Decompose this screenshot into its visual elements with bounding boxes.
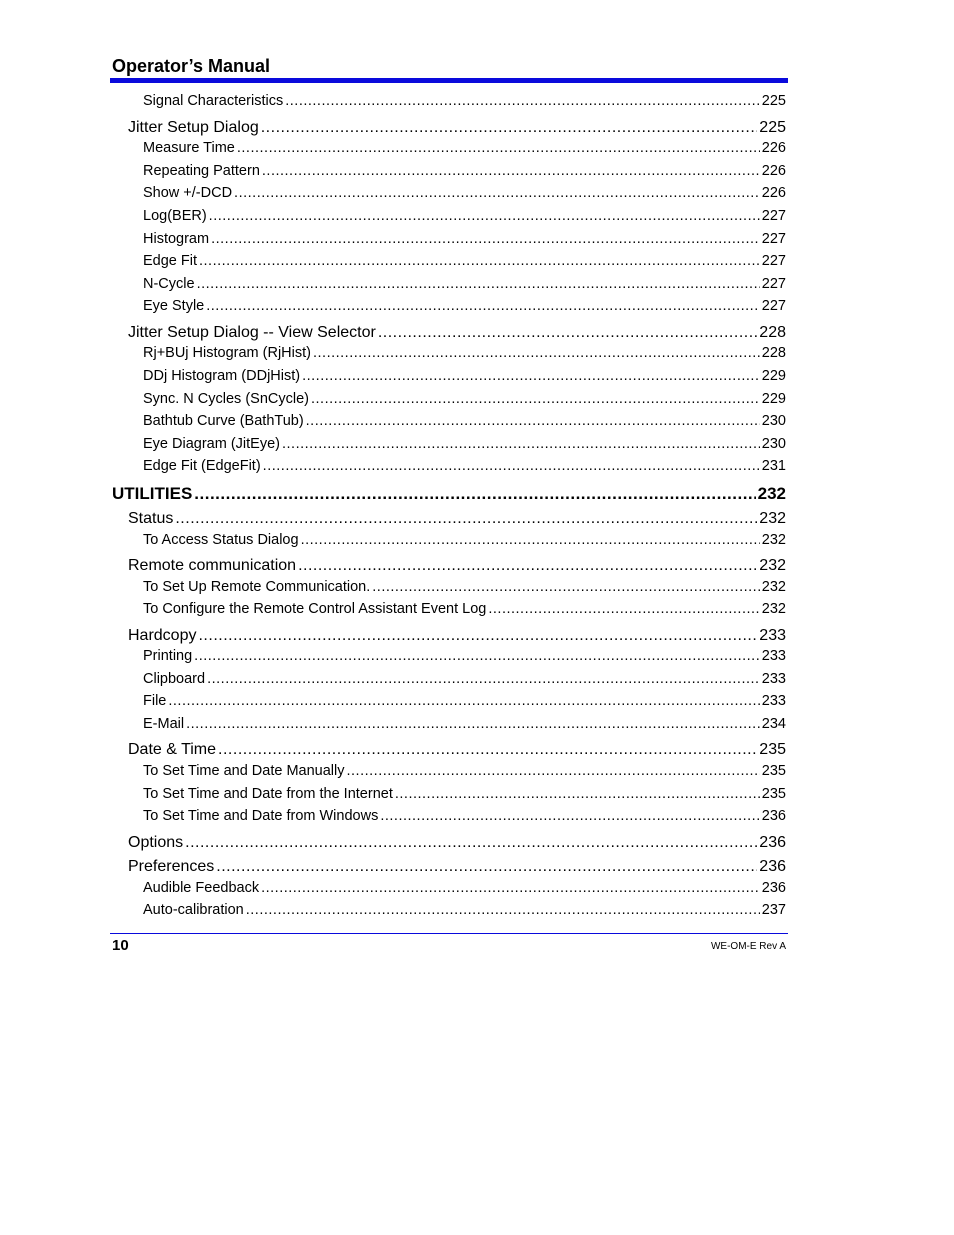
toc-entry-page: 233: [761, 671, 786, 687]
toc-dot-leader: [198, 627, 757, 645]
toc-entry[interactable]: [143, 648, 786, 664]
toc-entry-page: 229: [761, 391, 786, 407]
toc-entry[interactable]: [143, 808, 786, 824]
toc-dot-leader: [218, 741, 757, 759]
toc-dot-leader: [380, 808, 759, 824]
toc-entry-label: Date & Time: [128, 741, 217, 758]
toc-entry[interactable]: [143, 391, 786, 407]
toc-entry-label: Preferences: [128, 858, 215, 875]
toc-entry[interactable]: [143, 276, 786, 292]
toc-entry-label: Printing: [143, 648, 193, 664]
toc-dot-leader: [199, 253, 760, 269]
toc-dot-leader: [298, 557, 757, 575]
toc-entry-page: 227: [761, 231, 786, 247]
toc-entry[interactable]: [128, 557, 786, 575]
toc-entry-label: Eye Diagram (JitEye): [143, 436, 280, 452]
toc-entry[interactable]: [128, 510, 786, 528]
toc-entry-label: To Set Up Remote Communication.: [143, 579, 371, 595]
toc-entry-page: 229: [761, 368, 786, 384]
toc-entry-page: 234: [761, 716, 786, 732]
toc-entry-label: To Configure the Remote Control Assistant Event Log: [143, 601, 487, 617]
toc-entry[interactable]: [143, 208, 786, 224]
footer-rule: [110, 933, 788, 934]
toc-entry-label: Sync. N Cycles (SnCycle): [143, 391, 309, 407]
toc-entry[interactable]: [143, 298, 786, 314]
toc-dot-leader: [395, 786, 760, 802]
toc-dot-leader: [211, 231, 760, 247]
toc-dot-leader: [311, 391, 760, 407]
toc-entry-page: 233: [761, 693, 786, 709]
toc-entry-page: 232: [757, 484, 786, 503]
toc-dot-leader: [207, 671, 760, 687]
toc-dot-leader: [263, 458, 760, 474]
toc-entry-page: 226: [761, 163, 786, 179]
toc-entry[interactable]: [143, 185, 786, 201]
toc-entry-label: To Set Time and Date from Windows: [143, 808, 379, 824]
toc-dot-leader: [261, 880, 760, 896]
toc-entry-page: 235: [761, 786, 786, 802]
toc-entry-label: Show +/-DCD: [143, 185, 233, 201]
toc-entry-label: DDj Histogram (DDjHist): [143, 368, 301, 384]
toc-entry[interactable]: [143, 345, 786, 361]
toc-entry[interactable]: [143, 532, 786, 548]
toc-entry-label: Eye Style: [143, 298, 205, 314]
toc-entry[interactable]: [143, 253, 786, 269]
toc-entry-label: Signal Characteristics: [143, 93, 284, 109]
toc-entry-label: Remote communication: [128, 557, 297, 574]
toc-entry-label: Audible Feedback: [143, 880, 260, 896]
toc-entry[interactable]: [143, 693, 786, 709]
toc-entry-label: Jitter Setup Dialog: [128, 119, 259, 136]
toc-dot-leader: [186, 716, 760, 732]
toc-entry-label: Measure Time: [143, 140, 235, 156]
toc-entry-label: Options: [128, 834, 184, 851]
toc-entry-page: 227: [761, 276, 786, 292]
toc-entry[interactable]: [128, 858, 786, 876]
toc-dot-leader: [216, 858, 757, 876]
toc-dot-leader: [185, 834, 757, 852]
toc-dot-leader: [261, 119, 758, 137]
toc-entry-page: 233: [761, 648, 786, 664]
toc-dot-leader: [302, 368, 760, 384]
toc-dot-leader: [301, 532, 760, 548]
toc-entry[interactable]: [143, 140, 786, 156]
toc-entry-label: Jitter Setup Dialog -- View Selector: [128, 324, 376, 341]
toc-entry[interactable]: [143, 880, 786, 896]
toc-entry[interactable]: [143, 368, 786, 384]
toc-entry-page: 232: [761, 579, 786, 595]
toc-entry-page: 235: [761, 763, 786, 779]
toc-entry[interactable]: [143, 231, 786, 247]
toc-entry-page: 237: [761, 902, 786, 918]
toc-dot-leader: [175, 510, 757, 528]
toc-dot-leader: [237, 140, 760, 156]
toc-entry[interactable]: [143, 763, 786, 779]
toc-dot-leader: [209, 208, 760, 224]
toc-entry[interactable]: [128, 741, 786, 759]
toc-entry-label: Edge Fit: [143, 253, 197, 269]
page-header-title: Operator’s Manual: [112, 56, 271, 76]
toc-entry-page: 228: [761, 345, 786, 361]
toc-dot-leader: [488, 601, 759, 617]
toc-entry[interactable]: [143, 601, 786, 617]
toc-dot-leader: [194, 484, 755, 504]
toc-entry-label: Edge Fit (EdgeFit): [143, 458, 261, 474]
toc-entry[interactable]: [143, 436, 786, 452]
toc-dot-leader: [168, 693, 759, 709]
toc-entry-label: E-Mail: [143, 716, 185, 732]
toc-entry-label: To Set Time and Date Manually: [143, 763, 345, 779]
toc-entry-page: 236: [761, 880, 786, 896]
toc-entry-page: 236: [759, 834, 786, 851]
toc-dot-leader: [372, 579, 760, 595]
toc-entry-label: To Set Time and Date from the Internet: [143, 786, 393, 802]
toc-entry-page: 227: [761, 298, 786, 314]
toc-entry-page: 232: [759, 557, 786, 574]
toc-entry[interactable]: [143, 579, 786, 595]
toc-dot-leader: [347, 763, 760, 779]
toc-entry-label: Repeating Pattern: [143, 163, 260, 179]
toc-entry-label: Bathtub Curve (BathTub): [143, 413, 304, 429]
toc-entry[interactable]: [143, 93, 786, 109]
toc-entry-label: Status: [128, 510, 174, 527]
toc-entry-page: 230: [761, 413, 786, 429]
toc-dot-leader: [206, 298, 760, 314]
toc-dot-leader: [378, 324, 757, 342]
toc-entry-page: 235: [759, 741, 786, 758]
toc-dot-leader: [285, 93, 760, 109]
toc-entry[interactable]: [143, 716, 786, 732]
toc-entry-page: 232: [761, 601, 786, 617]
toc-dot-leader: [234, 185, 760, 201]
toc-entry-page: 236: [761, 808, 786, 824]
toc-entry-label: N-Cycle: [143, 276, 195, 292]
toc-entry[interactable]: [143, 413, 786, 429]
toc-entry-label: UTILITIES: [112, 484, 193, 503]
toc-entry-page: 236: [759, 858, 786, 875]
toc-entry-page: 232: [759, 510, 786, 527]
toc-dot-leader: [282, 436, 760, 452]
footer-document-id: WE-OM-E Rev A: [710, 941, 786, 952]
toc-entry-label: Clipboard: [143, 671, 206, 687]
toc-entry[interactable]: [143, 902, 786, 918]
toc-entry-label: Histogram: [143, 231, 210, 247]
toc-entry[interactable]: [143, 458, 786, 474]
toc-entry-page: 226: [761, 185, 786, 201]
toc-dot-leader: [194, 648, 760, 664]
toc-entry-label: Rj+BUj Histogram (RjHist): [143, 345, 311, 361]
toc-entry-label: To Access Status Dialog: [143, 532, 299, 548]
toc-entry-page: 232: [761, 532, 786, 548]
toc-entry-label: Hardcopy: [128, 627, 197, 644]
toc-entry[interactable]: [128, 627, 786, 645]
toc-entry-page: 226: [761, 140, 786, 156]
toc-entry[interactable]: [128, 119, 786, 137]
toc-entry[interactable]: [143, 786, 786, 802]
toc-entry-page: 225: [759, 119, 786, 136]
toc-dot-leader: [306, 413, 760, 429]
toc-entry-label: Log(BER): [143, 208, 207, 224]
toc-dot-leader: [313, 345, 760, 361]
toc-entry[interactable]: [112, 484, 786, 504]
toc-entry-page: 233: [759, 627, 786, 644]
toc-entry-page: 230: [761, 436, 786, 452]
toc-dot-leader: [197, 276, 760, 292]
toc-entry[interactable]: [128, 324, 786, 342]
toc-dot-leader: [262, 163, 760, 179]
toc-entry[interactable]: [143, 163, 786, 179]
toc-entry-page: 231: [761, 458, 786, 474]
toc-entry-label: Auto-calibration: [143, 902, 244, 918]
toc-dot-leader: [246, 902, 760, 918]
toc-entry[interactable]: [128, 834, 786, 852]
footer-page-number: 10: [112, 937, 129, 954]
toc-entry[interactable]: [143, 671, 786, 687]
header-rule: [110, 78, 788, 83]
toc-entry-page: 225: [761, 93, 786, 109]
toc-entry-label: File: [143, 693, 167, 709]
toc-entry-page: 227: [761, 208, 786, 224]
toc-entry-page: 227: [761, 253, 786, 269]
toc-entry-page: 228: [759, 324, 786, 341]
